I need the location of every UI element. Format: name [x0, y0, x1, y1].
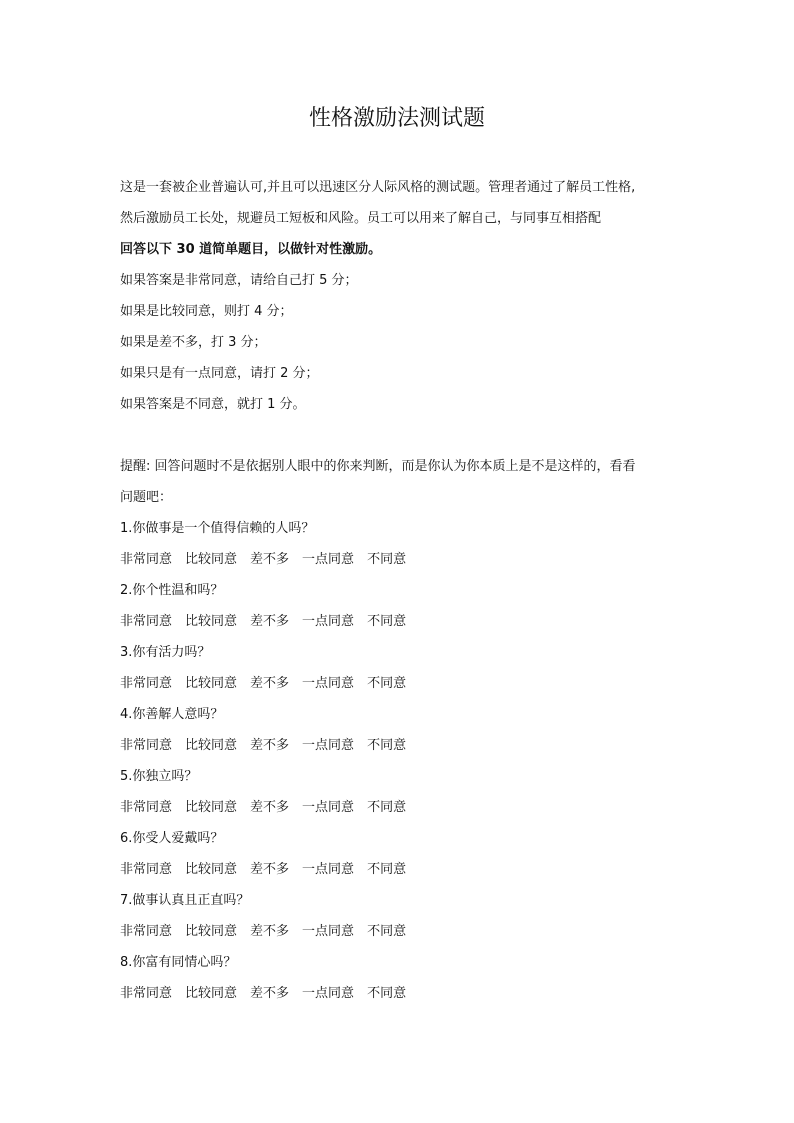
- spacer: [120, 420, 680, 451]
- intro-line-1: 这是一套被企业普遍认可,并且可以迅速区分人际风格的测试题。管理者通过了解员工性格,: [120, 180, 636, 195]
- answer-options-row: [120, 730, 680, 761]
- answer-option: 差不多: [250, 924, 290, 939]
- answer-option: 不同意: [367, 552, 407, 567]
- question-text: 5.你独立吗？: [120, 769, 198, 784]
- answer-option: 差不多: [250, 552, 290, 567]
- answer-option: 不同意: [367, 676, 407, 691]
- answer-option: 一点同意: [302, 614, 355, 629]
- answer-options-row: [120, 978, 680, 1009]
- answer-option: 比较同意: [185, 676, 238, 691]
- intro-line-2: 然后激励员工长处，规避员工短板和风险。员工可以用来了解自己，与同事互相搭配: [120, 211, 602, 226]
- answer-option: 一点同意: [302, 800, 355, 815]
- answer-option: 非常同意: [120, 862, 173, 877]
- answer-option: 非常同意: [120, 924, 173, 939]
- answer-option: 一点同意: [302, 552, 355, 567]
- answer-option: 比较同意: [185, 738, 238, 753]
- answer-option: 差不多: [250, 800, 290, 815]
- answer-option: 一点同意: [302, 676, 355, 691]
- question-text: 3.你有活力吗？: [120, 645, 211, 660]
- answer-option: 差不多: [250, 614, 290, 629]
- scoring-rule-2: 如果只是有一点同意，请打 2 分；: [120, 366, 319, 381]
- answer-option: 差不多: [250, 862, 290, 877]
- answer-options-row: [120, 854, 680, 885]
- answer-option: 比较同意: [185, 614, 238, 629]
- answer-option: 一点同意: [302, 862, 355, 877]
- answer-option: 不同意: [367, 862, 407, 877]
- answer-option: 一点同意: [302, 986, 355, 1001]
- answer-option: 一点同意: [302, 738, 355, 753]
- scoring-rule-5: 如果答案是非常同意，请给自己打 5 分；: [120, 273, 358, 288]
- answer-options-row: [120, 668, 680, 699]
- question-text: 1.你做事是一个值得信赖的人吗？: [120, 521, 315, 536]
- reminder-line-2: 问题吧：: [120, 490, 173, 505]
- question-text: 7.做事认真且正直吗？: [120, 893, 250, 908]
- reminder-line-1: 提醒: 回答问题时不是依据别人眼中的你来判断，而是你认为你本质上是不是这样的，看看: [120, 459, 636, 474]
- answer-option: 非常同意: [120, 800, 173, 815]
- answer-option: 不同意: [367, 738, 407, 753]
- answer-option: 不同意: [367, 614, 407, 629]
- question-text: 2.你个性温和吗？: [120, 583, 224, 598]
- answer-option: 不同意: [367, 986, 407, 1001]
- answer-option: 比较同意: [185, 800, 238, 815]
- question-list: [120, 513, 680, 1009]
- answer-option: 比较同意: [185, 924, 238, 939]
- answer-option: 非常同意: [120, 676, 173, 691]
- answer-option: 非常同意: [120, 986, 173, 1001]
- instruction-text: 回答以下 30 道简单题目，以做针对性激励。: [120, 242, 382, 257]
- answer-option: 非常同意: [120, 614, 173, 629]
- answer-option: 非常同意: [120, 738, 173, 753]
- document-body: [120, 172, 680, 1009]
- answer-options-row: [120, 544, 680, 575]
- answer-option: 差不多: [250, 676, 290, 691]
- answer-option: 差不多: [250, 986, 290, 1001]
- answer-option: 比较同意: [185, 552, 238, 567]
- answer-options-row: [120, 792, 680, 823]
- scoring-rule-4: 如果是比较同意，则打 4 分；: [120, 304, 293, 319]
- scoring-rule-1: 如果答案是不同意，就打 1 分。: [120, 397, 306, 412]
- answer-option: 比较同意: [185, 862, 238, 877]
- question-text: 8.你富有同情心吗？: [120, 955, 237, 970]
- answer-options-row: [120, 606, 680, 637]
- question-text: 4.你善解人意吗？: [120, 707, 224, 722]
- answer-option: 不同意: [367, 800, 407, 815]
- answer-option: 非常同意: [120, 552, 173, 567]
- answer-options-row: [120, 916, 680, 947]
- answer-option: 比较同意: [185, 986, 238, 1001]
- answer-option: 不同意: [367, 924, 407, 939]
- answer-option: 差不多: [250, 738, 290, 753]
- scoring-rule-3: 如果是差不多，打 3 分；: [120, 335, 267, 350]
- question-text: 6.你受人爱戴吗？: [120, 831, 224, 846]
- answer-option: 一点同意: [302, 924, 355, 939]
- page-title: 性格激励法测试题: [308, 106, 485, 131]
